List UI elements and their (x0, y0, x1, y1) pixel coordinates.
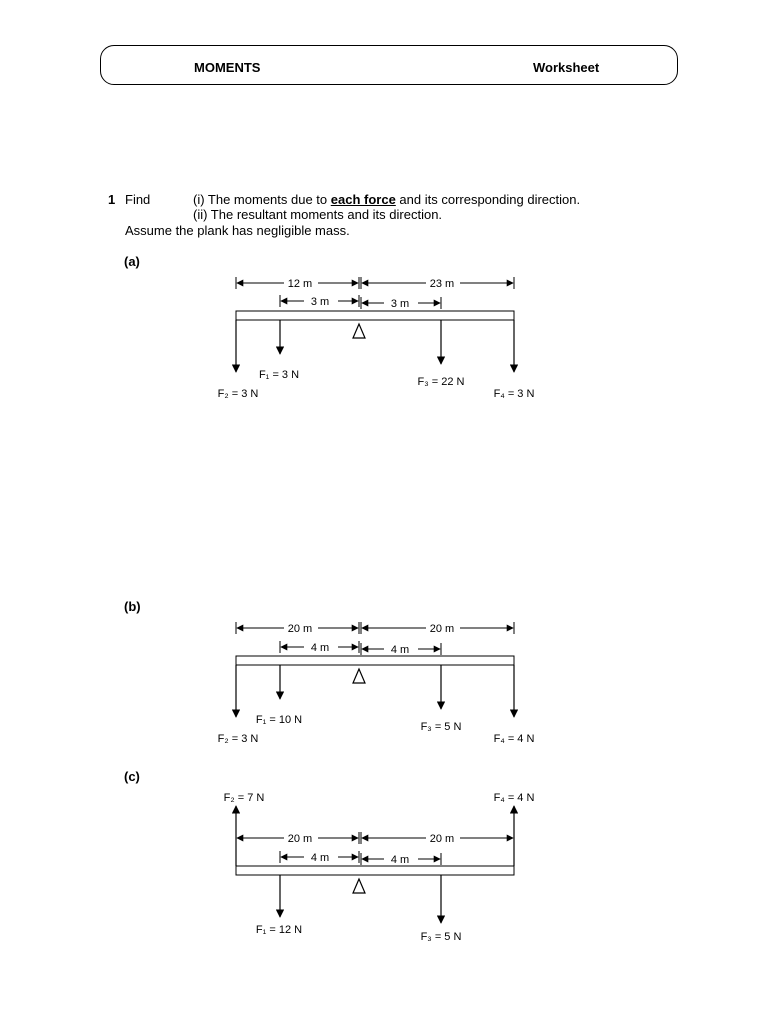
dim-left-outer-label: 12 m (287, 278, 313, 290)
force-f1-label: F₁ = 3 N (258, 369, 300, 381)
dim-right-inner-label: 3 m (390, 298, 410, 310)
dim-left-outer-label: 20 m (287, 623, 313, 635)
force-f3-label: F₃ = 5 N (420, 721, 462, 733)
plank (236, 656, 514, 665)
question-find: Find (125, 192, 151, 207)
part-c-label: (c) (124, 769, 140, 784)
force-f4-label: F₄ = 4 N (493, 792, 535, 804)
dim-left-inner-label: 4 m (310, 642, 330, 654)
force-f3-label: F₃ = 5 N (420, 931, 462, 943)
force-f2-label: F₂ = 3 N (217, 733, 259, 745)
force-f1-label: F₁ = 10 N (255, 714, 303, 726)
dim-right-outer-label: 20 m (429, 833, 455, 845)
force-f4-label: F₄ = 3 N (493, 388, 535, 400)
dim-right-inner-label: 4 m (390, 644, 410, 656)
beam-diagram-a (218, 277, 535, 400)
question-part-ii: (ii) The resultant moments and its direction. (193, 207, 443, 222)
question-part-i-post: and its corresponding direction. (395, 192, 581, 207)
pivot-triangle (353, 324, 365, 338)
dim-left-outer-label: 20 m (287, 833, 313, 845)
dim-right-outer-label: 23 m (429, 278, 455, 290)
part-a-label: (a) (124, 254, 140, 269)
force-f1-label: F₁ = 12 N (255, 924, 303, 936)
question-emphasis: each force (330, 192, 396, 207)
question-number: 1 (108, 192, 116, 207)
dim-left-inner-label: 4 m (310, 852, 330, 864)
question-assumption: Assume the plank has negligible mass. (125, 223, 350, 238)
part-b-label: (b) (124, 599, 141, 614)
header-topic: MOMENTS (194, 60, 261, 75)
pivot-triangle (353, 669, 365, 683)
pivot-triangle (353, 879, 365, 893)
dim-right-outer-label: 20 m (429, 623, 455, 635)
dim-left-inner-label: 3 m (310, 296, 330, 308)
beam-diagram-b (218, 622, 535, 745)
force-f3-label: F₃ = 22 N (417, 376, 465, 388)
force-f4-label: F₄ = 4 N (493, 733, 535, 745)
plank (236, 311, 514, 320)
header-type: Worksheet (533, 60, 600, 75)
dim-right-inner-label: 4 m (390, 854, 410, 866)
force-f2-label: F₂ = 3 N (217, 388, 259, 400)
beam-diagram-c (224, 792, 535, 943)
question-part-i-pre: (i) The moments due to (193, 192, 331, 207)
force-f2-label: F₂ = 7 N (223, 792, 265, 804)
plank (236, 866, 514, 875)
